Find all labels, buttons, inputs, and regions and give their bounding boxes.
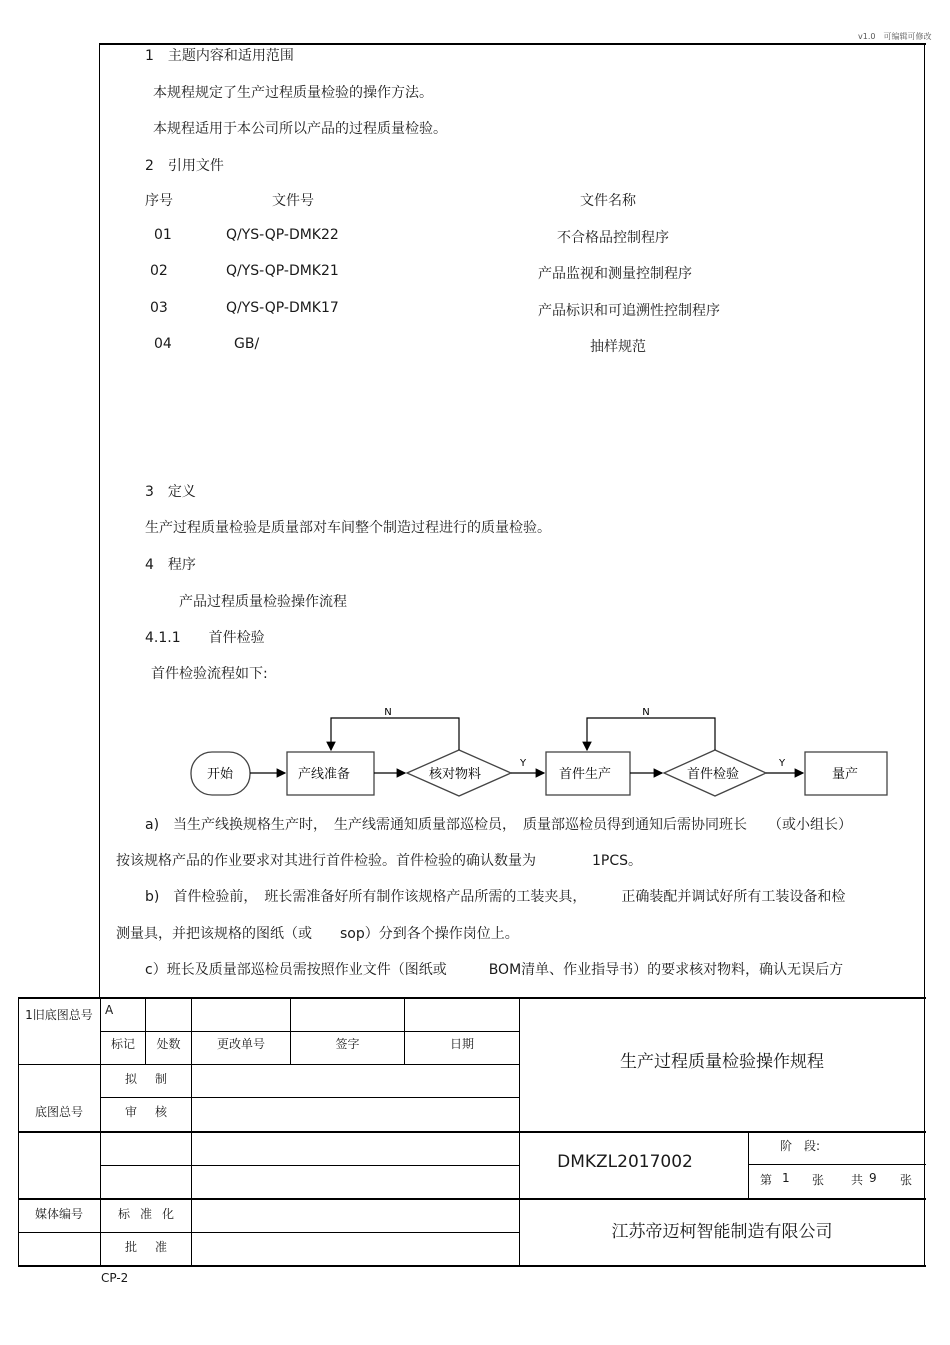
section-4-subtitle: 产品过程质量检验操作流程 [179,594,347,610]
section-4-title: 4 程序 [145,557,196,573]
col-change-no-header: 更改单号 [216,1036,265,1051]
paragraph-a-line-2: 按该规格产品的作业要求对其进行首件检验。首件检验的确认数量为 1PCS。 [116,853,643,869]
ref-row-1-no: 01 [154,227,172,243]
section-1-paragraph-2: 本规程适用于本公司所以产品的过程质量检验。 [153,121,447,137]
ref-row-3-code: Q/YS-QP-DMK17 [226,300,339,316]
ref-row-3-name: 产品标识和可追溯性控制程序 [538,303,720,319]
ref-header-name: 文件名称 [580,193,636,209]
total-sheets: 9 [869,1171,877,1185]
ref-row-1-name: 不合格品控制程序 [557,230,669,246]
ref-row-1-code: Q/YS-QP-DMK22 [226,227,339,243]
flow-step-1-label: 产线准备 [297,767,351,782]
footer-code: CP-2 [101,1271,129,1285]
ref-header-no: 序号 [145,193,173,209]
ref-row-4-no: 04 [154,336,172,352]
version-note: v1.0 可编辑可修改 [858,32,932,41]
document-title: 生产过程质量检验操作规程 [620,1051,824,1072]
media-number-label: 媒体编号 [34,1206,83,1221]
section-1-title: 1 主题内容和适用范围 [145,48,294,64]
standardized-label: 标准化 [117,1206,184,1221]
old-base-drawing-total-label: 1旧底图总号 [25,1008,93,1022]
flow-loop-1 [331,718,459,750]
flow-loop-1-no-label: N [384,707,392,718]
flow-intro: 首件检验流程如下: [151,666,268,682]
flow-start-label: 开始 [206,767,234,782]
sheet-number: 1 [782,1171,790,1185]
paragraph-b-line-1: b) 首件检验前， 班长需准备好所有制作该规格产品所需的工装夹具， 正确装配并调试好所有工装设备和检 [145,889,846,905]
flow-decision-1-label: 核对物料 [428,767,482,782]
flow-loop-2 [587,718,715,750]
ref-row-2-code: Q/YS-QP-DMK21 [226,263,339,279]
approved-label: 批准 [124,1239,185,1254]
base-drawing-total-label: 底图总号 [34,1104,83,1119]
ref-row-3-no: 03 [150,300,168,316]
ref-row-4-name: 抽样规范 [590,339,646,355]
drafted-label: 拟制 [124,1071,185,1086]
paragraph-a-line-1: a) 当生产线换规格生产时， 生产线需通知质量部巡检员， 质量部巡检员得到通知后需协同班长 （或小组长） [145,817,853,833]
section-4-1-1-title: 4.1.1 首件检验 [145,630,265,646]
section-1-paragraph-1: 本规程规定了生产过程质量检验的操作方法。 [153,85,433,101]
flow-loop-2-no-label: N [642,707,650,718]
ref-row-4-code: GB/ [234,336,260,352]
flow-yes-label-2: Y [778,758,786,769]
total-unit: 张 [900,1173,913,1187]
col-mark-header: 标记 [110,1036,135,1051]
ref-row-2-name: 产品监视和测量控制程序 [538,266,692,282]
total-prefix: 共 [851,1173,864,1187]
paragraph-c-line-1: c）班长及质量部巡检员需按照作业文件（图纸或 BOM清单、作业指导书）的要求核对物料，确认无误后方 [145,962,844,978]
revision-letter: A [105,1003,114,1017]
document-number: DMKZL2017002 [557,1152,693,1172]
sheet-unit: 张 [812,1173,825,1187]
col-date-header: 日期 [449,1036,474,1051]
ref-row-2-no: 02 [150,263,168,279]
stage-label: 阶 段: [780,1138,821,1153]
col-count-header: 处数 [156,1036,181,1051]
flow-yes-label-1: Y [519,758,527,769]
section-3-title: 3 定义 [145,484,196,500]
company-name: 江苏帝迈柯智能制造有限公司 [611,1221,833,1242]
flow-decision-2-label: 首件检验 [686,767,740,782]
reviewed-label: 审核 [124,1104,185,1119]
sheet-prefix: 第 [760,1173,773,1187]
flow-end-label: 量产 [831,767,859,782]
flow-step-2-label: 首件生产 [558,767,612,782]
ref-header-code: 文件号 [272,193,314,209]
col-sign-header: 签字 [335,1036,360,1051]
section-2-title: 2 引用文件 [145,158,224,174]
paragraph-b-line-2: 测量具，并把该规格的图纸（或 sop）分到各个操作岗位上。 [116,926,519,942]
section-3-paragraph: 生产过程质量检验是质量部对车间整个制造过程进行的质量检验。 [145,520,551,536]
